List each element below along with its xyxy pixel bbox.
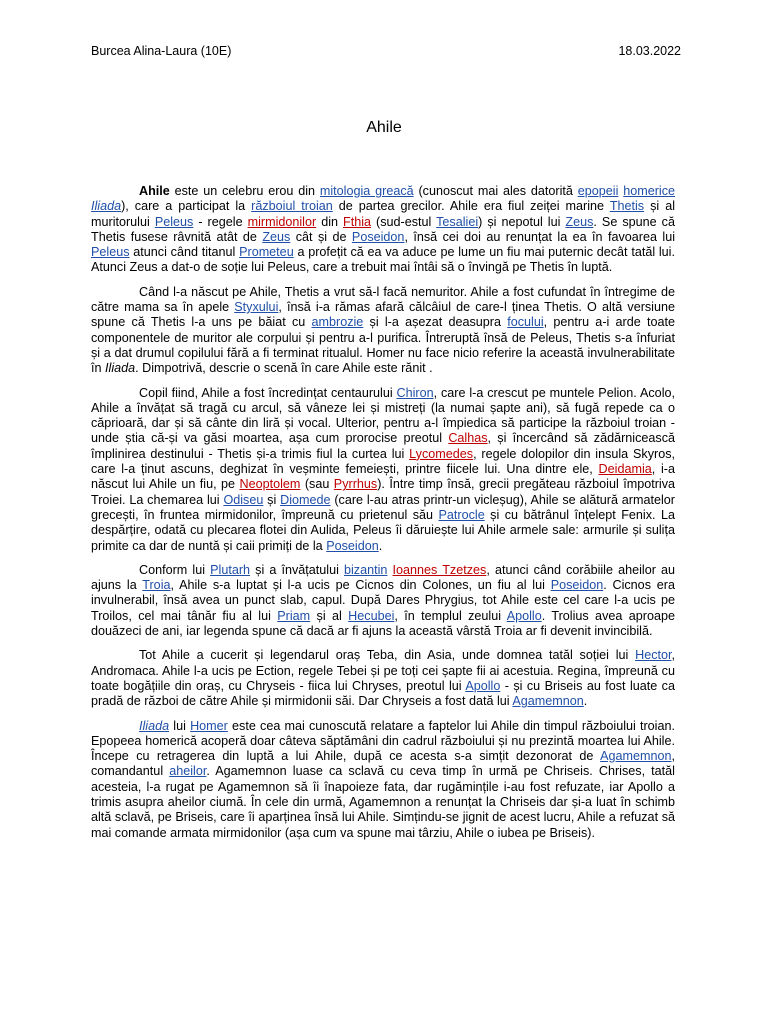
document-body (91, 184, 675, 850)
text-run: . Se spune că Thetis fusese râvnită atât de (91, 214, 675, 244)
article-link[interactable]: Ioannes Tzetzes (392, 562, 487, 577)
article-link[interactable]: Apollo (465, 678, 501, 693)
italic-title: Iliada (105, 361, 136, 376)
text-run: este cea mai cunoscută relatare a faptelor lui Ahile din timpul războiului troian. Epopeea homerică acoperă doar câteva săptămâni din cadrul războiului și nu prezintă moartea lui Ahile. Începe cu retragerea din luptă a lui Ahile, după ce acesta s-a simțit dezonorat de (91, 718, 675, 764)
paragraph (91, 184, 675, 276)
text-run: . (378, 538, 383, 553)
document-title: Ahile (366, 119, 402, 136)
text-run: (cunoscut mai ales datorită (413, 184, 578, 198)
text-run: este un celebru erou din (169, 184, 320, 198)
header-author: Burcea Alina-Laura (10E) (91, 44, 232, 58)
text-run: , însă cei doi au renunțat la ea în favoarea lui (404, 229, 675, 244)
paragraph (91, 719, 675, 841)
article-link[interactable]: Hecubei (348, 608, 395, 623)
text-run: , Andromaca. Ahile l-a ucis pe Ection, regele Tebei și pe toți cei șapte fii ai acestuia. Regina, împreună cu toate bogățiile din oraș, cu Chryseis - fiica lui Chryses, preotul lui (91, 648, 675, 693)
article-link[interactable]: Odiseu (223, 492, 264, 507)
text-run: Tot Ahile a cucerit și legendarul oraș Teba, din Asia, unde domnea tatăl soției lui (139, 648, 636, 663)
text-run: de partea grecilor. Ahile era fiul zeiței marine (332, 199, 610, 214)
article-link[interactable]: Poseidon (351, 229, 405, 244)
text-run: și a învățatului (250, 562, 344, 577)
text-run: Conform lui (139, 562, 211, 577)
text-run: Copil fiind, Ahile a fost încredințat centaurului (139, 385, 397, 400)
article-link[interactable]: Lycomedes (409, 446, 474, 461)
text-run: , pentru a-i arde toate componentele de muritor ale corpului și pentru a-l purifica. Întreruptă însă de Peleus, Thetis s-a înfuriat și a dat drumul copilului fără a fi terminat ritualul. Homer nu face nicio referire la această invulnerabilitate în (91, 315, 675, 376)
article-link[interactable]: Agamemnon (512, 694, 584, 709)
article-link[interactable]: Chiron (396, 385, 434, 400)
text-run: , însă i-a rămas afară călcâiul de care-l ținea Thetis. O altă versiune spune că Thetis l-a uns pe băiat cu (91, 300, 675, 330)
article-link[interactable]: epopeii (577, 184, 619, 198)
article-link[interactable]: Apollo (506, 608, 542, 623)
text-run: și l-a așezat deasupra (363, 315, 508, 330)
text-run: (care l-au atras printr-un vicleșug), Ahile se alătură armatelor grecești, în fruntea mirmidonilor, împreună cu prietenul său (91, 492, 675, 522)
text-run: cât și de (290, 229, 352, 244)
article-link[interactable]: Neoptolem (239, 477, 301, 492)
article-link[interactable]: Pyrrhus (333, 477, 378, 492)
article-link[interactable]: Troia (142, 578, 171, 593)
article-link[interactable]: Zeus (262, 229, 291, 244)
article-link[interactable]: Poseidon (326, 538, 379, 553)
text-run: și (263, 492, 281, 507)
text-run: , atunci când corăbiile aheilor au ajuns la (91, 562, 676, 593)
paragraph (91, 285, 675, 377)
text-run: ), care a participat la (121, 199, 252, 214)
paragraph (91, 563, 675, 639)
text-run: ). Între timp însă, grecii pregăteau războiul împotriva Troiei. La chemarea lui (91, 477, 675, 507)
article-link[interactable]: Iliada (139, 718, 170, 733)
article-link[interactable]: Iliada (91, 199, 122, 214)
article-link[interactable]: Agamemnon (600, 749, 672, 764)
article-link[interactable]: Tesaliei (436, 214, 479, 229)
text-run: a profețit că ea va aduce pe lume un fiu mai puternic decât tatăl lui. Atunci Zeus a dat-o de soție lui Peleus, care a trebuit mai întâi să o învingă pe Thetis în luptă. (91, 245, 675, 275)
article-link[interactable]: Homer (190, 718, 228, 733)
article-link[interactable]: Poseidon (550, 578, 604, 593)
text-run: . Agamemnon luase ca sclavă cu ceva timp în urmă pe Chriseis. Chrises, tatăl acesteia, l-a rugat pe Agamemnon să îi înapoieze fata, dar rugămințile i-au fost refuzate, iar Apollo a trimis asupra aheilor ciumă. În cele din urmă, Agamemnon a renunțat la Chriseis dar și-a luat în schimb altă sclavă, pe Briseis, care îi aparținea însă lui Ahile. Simțindu-se jignit de acest lucru, Ahile a refuzat să mai comande armata mirmidonilor (așa cum va spune mai târziu, Ahile o iubea pe Briseis). (91, 764, 675, 840)
article-link[interactable]: Deidamia (598, 462, 652, 477)
text-run: , Ahile s-a luptat și l-a ucis pe Cicnos din Colones, un fiu al lui (170, 578, 551, 593)
text-run: Când l-a născut pe Ahile, Thetis a vrut să-l facă nemuritor. Ahile a fost cufundat în întregime de către mama sa în apele (91, 284, 675, 315)
article-link[interactable]: Fthia (343, 214, 372, 229)
text-run: , care l-a crescut pe muntele Pelion. Acolo, Ahile a învățat să tragă cu arcul, să vâneze lei și mistreți (la numai șapte ani), să fugă repede ca o căprioară, dar și să cânte din liră și vocal. Ulterior, pentru a-l împiedica să participe la războiul troian - unde știa că-și va găsi moartea, așa cum prorocise preotul (91, 385, 675, 446)
article-link[interactable]: Plutarh (210, 562, 251, 577)
article-link[interactable]: Prometeu (239, 245, 294, 260)
article-link[interactable]: aheilor (169, 764, 207, 779)
article-link[interactable]: Zeus (565, 214, 594, 229)
article-link[interactable]: Calhas (448, 431, 488, 446)
article-link[interactable]: homerice (623, 184, 676, 198)
text-run: , i-a născut lui Ahile un fiu, pe (91, 462, 675, 492)
text-run: și cu bătrânul înțelept Fenix. La despărțire, odată cu plecarea flotei din Aulida, Peleus îi dăruiește lui Ahile armele sale: armurile și sulița primite ca dar de nuntă și caii primiți de la (91, 507, 675, 553)
text-run: , comandantul (91, 749, 675, 779)
article-link[interactable]: focului (507, 315, 544, 330)
article-link[interactable]: mirmidonilor (247, 214, 317, 229)
text-run: - și cu Briseis au fost luate ca pradă de război de către Ahile și mirmidonii săi. Dar Chryseis a fost dată lui (91, 678, 675, 709)
text-run: și al muritorului (91, 199, 675, 229)
text-run: ) și nepotul lui (478, 214, 566, 229)
text-run: - regele (193, 214, 248, 229)
text-run: . Dimpotrivă, descrie o scenă în care Ahile este rănit . (135, 361, 433, 376)
text-run: atunci când titanul (129, 245, 240, 260)
article-link[interactable]: bizantin (343, 562, 388, 577)
article-link[interactable]: Hector (635, 648, 672, 663)
article-link[interactable]: Thetis (609, 199, 645, 214)
text-run: (sau (300, 477, 334, 492)
text-run: din (316, 214, 344, 229)
article-link[interactable]: Peleus (91, 245, 130, 260)
paragraph (91, 386, 675, 554)
text-run: , regele dolopilor din insula Skyros, care l-a ținut ascuns, deghizat în veșminte femeiești, printre fiicele lui. Una dintre ele, (91, 446, 675, 477)
text-run: . Trolius avea aproape douăzeci de ani, iar legenda spune că dacă ar fi ajuns la această vârstă Troia ar fi devenit invincibilă. (91, 608, 675, 639)
bold-term: Ahile (139, 184, 170, 198)
article-link[interactable]: Priam (277, 608, 311, 623)
text-run: lui (169, 718, 191, 733)
article-link[interactable]: Patrocle (438, 507, 485, 522)
text-run: (sud-estul (371, 214, 437, 229)
article-link[interactable]: Diomede (280, 492, 331, 507)
text-run: . Cicnos era invulnerabil, însă avea un punct slab, capul. După Dares Phrygius, tot Ahile este cel care l-a ucis pe Troilos, cel mai tânăr fiu al lui (91, 578, 675, 623)
article-link[interactable]: Peleus (154, 214, 194, 229)
text-run: . (583, 694, 588, 709)
article-link[interactable]: Styxului (234, 300, 279, 315)
paragraph (91, 648, 675, 709)
text-run: și al (310, 608, 349, 623)
text-run: , și încercând să zădărnicească împlinirea destinului - Thetis și-a trimis fiul la curtea lui (91, 431, 675, 461)
article-link[interactable]: mitologia greacă (319, 184, 414, 198)
text-run: , în templul zeului (394, 608, 507, 623)
article-link[interactable]: războiul troian (251, 199, 333, 214)
article-link[interactable]: ambrozie (311, 315, 364, 330)
header-date: 18.03.2022 (618, 44, 681, 58)
